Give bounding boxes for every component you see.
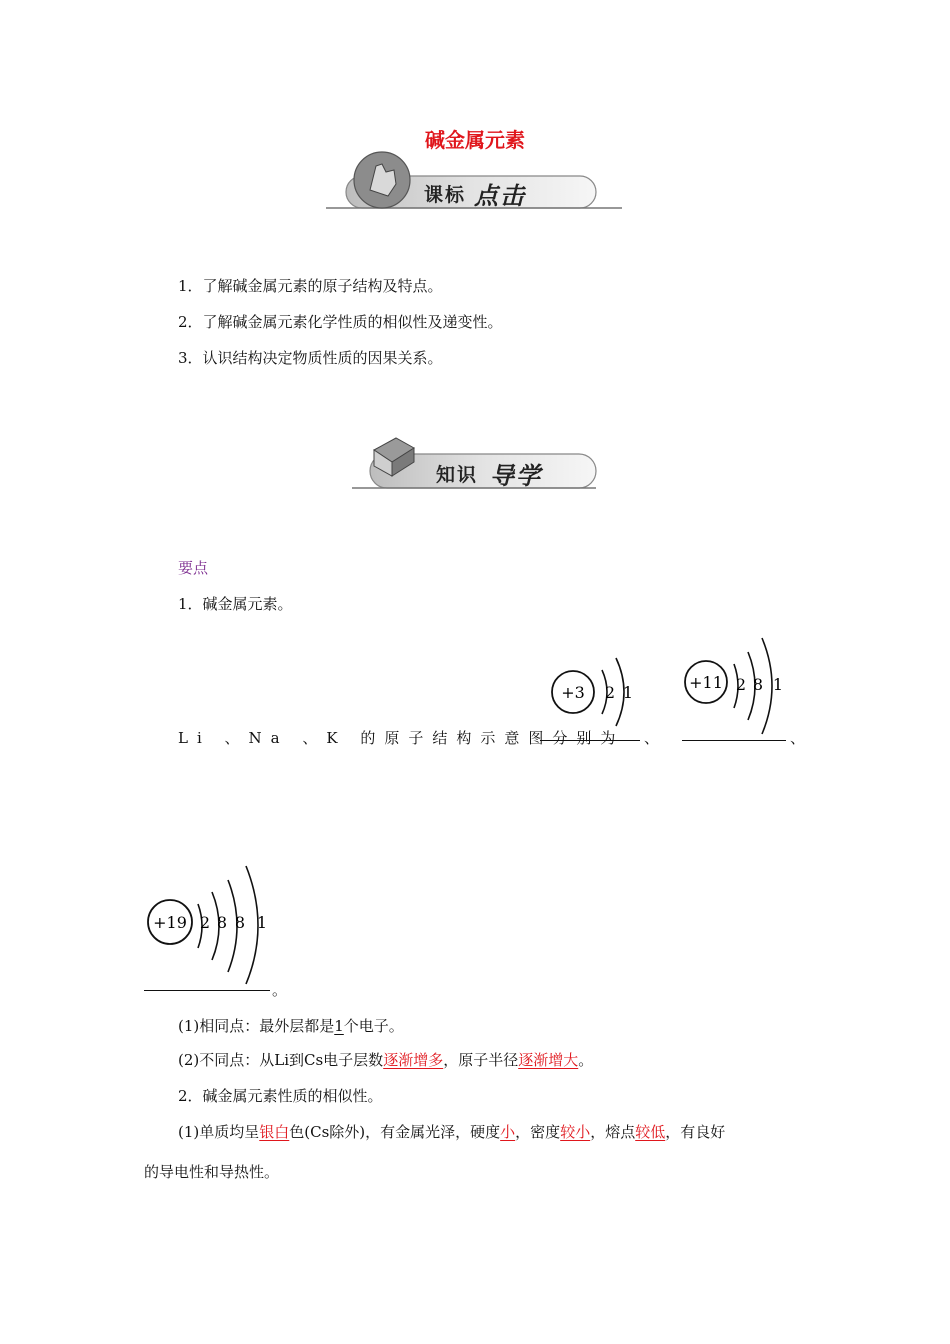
objective-2: 2．了解碱金属元素化学性质的相似性及递变性。 — [178, 313, 503, 331]
answer-blank-li — [540, 740, 640, 741]
difference-mid: ，原子半径 — [443, 1051, 519, 1069]
item-2-heading: 2．碱金属元素性质的相似性。 — [178, 1087, 383, 1105]
shell-count: 2 — [604, 683, 616, 702]
structure-sentence — [178, 728, 624, 748]
shell-count: 1 — [622, 683, 634, 702]
shell-count: 8 — [752, 675, 764, 694]
physical-props-line — [178, 1122, 725, 1142]
end-mark: 。 — [272, 981, 288, 999]
answer-density: 较小 — [560, 1123, 591, 1141]
answer-color: 银白 — [259, 1123, 290, 1141]
physical-text: (1)单质均呈 — [178, 1123, 260, 1141]
physical-text: ，密度 — [515, 1123, 561, 1141]
section-heading: 要点 — [178, 559, 209, 577]
banner-label-a: 课标 — [424, 184, 467, 206]
item-1-heading: 1．碱金属元素。 — [178, 595, 293, 613]
objective-3: 3．认识结构决定物质性质的因果关系。 — [178, 349, 443, 367]
section-banner-standards — [326, 150, 596, 210]
na-atom-diagram — [678, 632, 790, 740]
shell-count: 2 — [199, 913, 211, 932]
difference-prefix: (2)不同点：从Li到Cs电子层数 — [178, 1051, 384, 1069]
similarity-line — [178, 1016, 404, 1036]
answer-hardness: 小 — [500, 1123, 516, 1141]
answer-melting-point: 较低 — [635, 1123, 666, 1141]
difference-answer-2: 逐渐增大 — [518, 1051, 579, 1069]
banner-label-b: 导学 — [490, 461, 542, 490]
banner-label-b: 点击 — [474, 181, 526, 210]
shell-count: 2 — [735, 675, 747, 694]
section-banner-guide — [352, 430, 622, 490]
difference-answer-1: 逐渐增多 — [383, 1051, 444, 1069]
similarity-prefix: (1)相同点：最外层都是 — [178, 1017, 335, 1035]
physical-text: 色(Cs除外)，有金属光泽，硬度 — [289, 1123, 501, 1141]
shell-count: 1 — [256, 913, 268, 932]
difference-line — [178, 1050, 593, 1070]
objective-1: 1．了解碱金属元素的原子结构及特点。 — [178, 277, 443, 295]
page-title: 碱金属元素 — [425, 128, 525, 152]
separator: 、 — [790, 729, 806, 747]
answer-blank-na — [682, 740, 786, 741]
k-atom-diagram — [142, 862, 274, 988]
similarity-suffix: 个电子。 — [343, 1017, 404, 1035]
similarity-answer: 1 — [334, 1017, 344, 1035]
separator: 、 — [644, 729, 660, 747]
shell-count: 8 — [234, 913, 246, 932]
nucleus-charge: +3 — [561, 683, 585, 702]
difference-suffix: 。 — [578, 1051, 594, 1069]
shell-count: 1 — [772, 675, 784, 694]
physical-text: ，有良好 — [665, 1123, 726, 1141]
structure-sentence-text: Li 、Na 、K 的原子结构示意图分别为 — [178, 729, 625, 747]
nucleus-charge: +11 — [689, 673, 723, 692]
physical-text: ，熔点 — [590, 1123, 636, 1141]
nucleus-charge: +19 — [153, 913, 187, 932]
physical-props-line-2: 的导电性和导热性。 — [144, 1163, 280, 1181]
answer-blank-k — [144, 990, 270, 991]
banner-label-a: 知识 — [436, 464, 479, 486]
shell-count: 8 — [216, 913, 228, 932]
